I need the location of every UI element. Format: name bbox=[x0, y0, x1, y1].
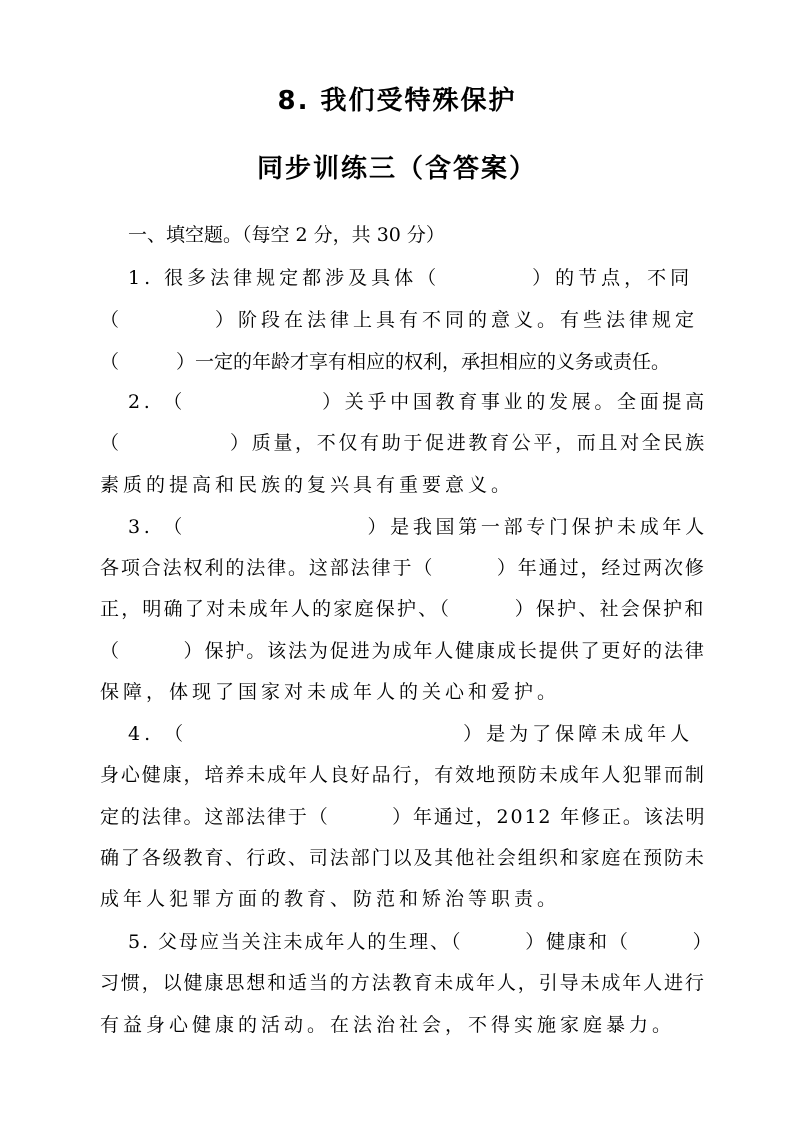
question-line: （ ）保护。该法为促进为成年人健康成长提供了更好的法律 bbox=[100, 640, 706, 662]
question-line: 确了各级教育、行政、司法部门以及其他社会组织和家庭在预防未 bbox=[100, 847, 706, 869]
question-line: 正，明确了对未成年人的家庭保护、（ ）保护、社会保护和 bbox=[100, 598, 706, 620]
question-line: 定的法律。这部法律于（ ）年通过，2012 年修正。该法明 bbox=[100, 806, 707, 828]
question-line: 保障，体现了国家对未成年人的关心和爱护。 bbox=[100, 681, 561, 703]
question-line: 成年人犯罪方面的教育、防范和矫治等职责。 bbox=[100, 888, 561, 910]
question-line: （ ）质量，不仅有助于促进教育公平，而且对全民族 bbox=[100, 432, 707, 454]
question-line: 4. （ ）是为了保障未成年人 bbox=[128, 723, 694, 745]
question-line: （ ）阶段在法律上具有不同的意义。有些法律规定 bbox=[100, 309, 699, 331]
question-line: 素质的提高和民族的复兴具有重要意义。 bbox=[100, 474, 515, 496]
question-line: 习惯，以健康思想和适当的方法教育未成年人，引导未成年人进行 bbox=[100, 972, 706, 994]
question-line: 身心健康，培养未成年人良好品行，有效地预防未成年人犯罪而制 bbox=[100, 764, 706, 786]
question-line: 各项合法权利的法律。这部法律于（ ）年通过，经过两次修 bbox=[100, 557, 706, 579]
page-subtitle: 同步训练三（含答案） bbox=[256, 154, 537, 184]
question-line: 1. 很多法律规定都涉及具体（ ）的节点，不同 bbox=[128, 267, 694, 289]
question-line: 5. 父母应当关注未成年人的生理、（ ）健康和（ ） bbox=[128, 931, 714, 953]
section-heading: 一、填空题。（每空 2 分，共 30 分） bbox=[128, 224, 445, 246]
question-line: （ ）一定的年龄才享有相应的权利，承担相应的义务或责任。 bbox=[100, 351, 671, 373]
question-line: 2. （ ）关乎中国教育事业的发展。全面提高 bbox=[128, 391, 708, 413]
page-title: 8. 我们受特殊保护 bbox=[277, 86, 517, 116]
question-line: 3. （ ）是我国第一部专门保护未成年人 bbox=[128, 516, 708, 538]
question-line: 有益身心健康的活动。在法治社会，不得实施家庭暴力。 bbox=[100, 1014, 676, 1036]
